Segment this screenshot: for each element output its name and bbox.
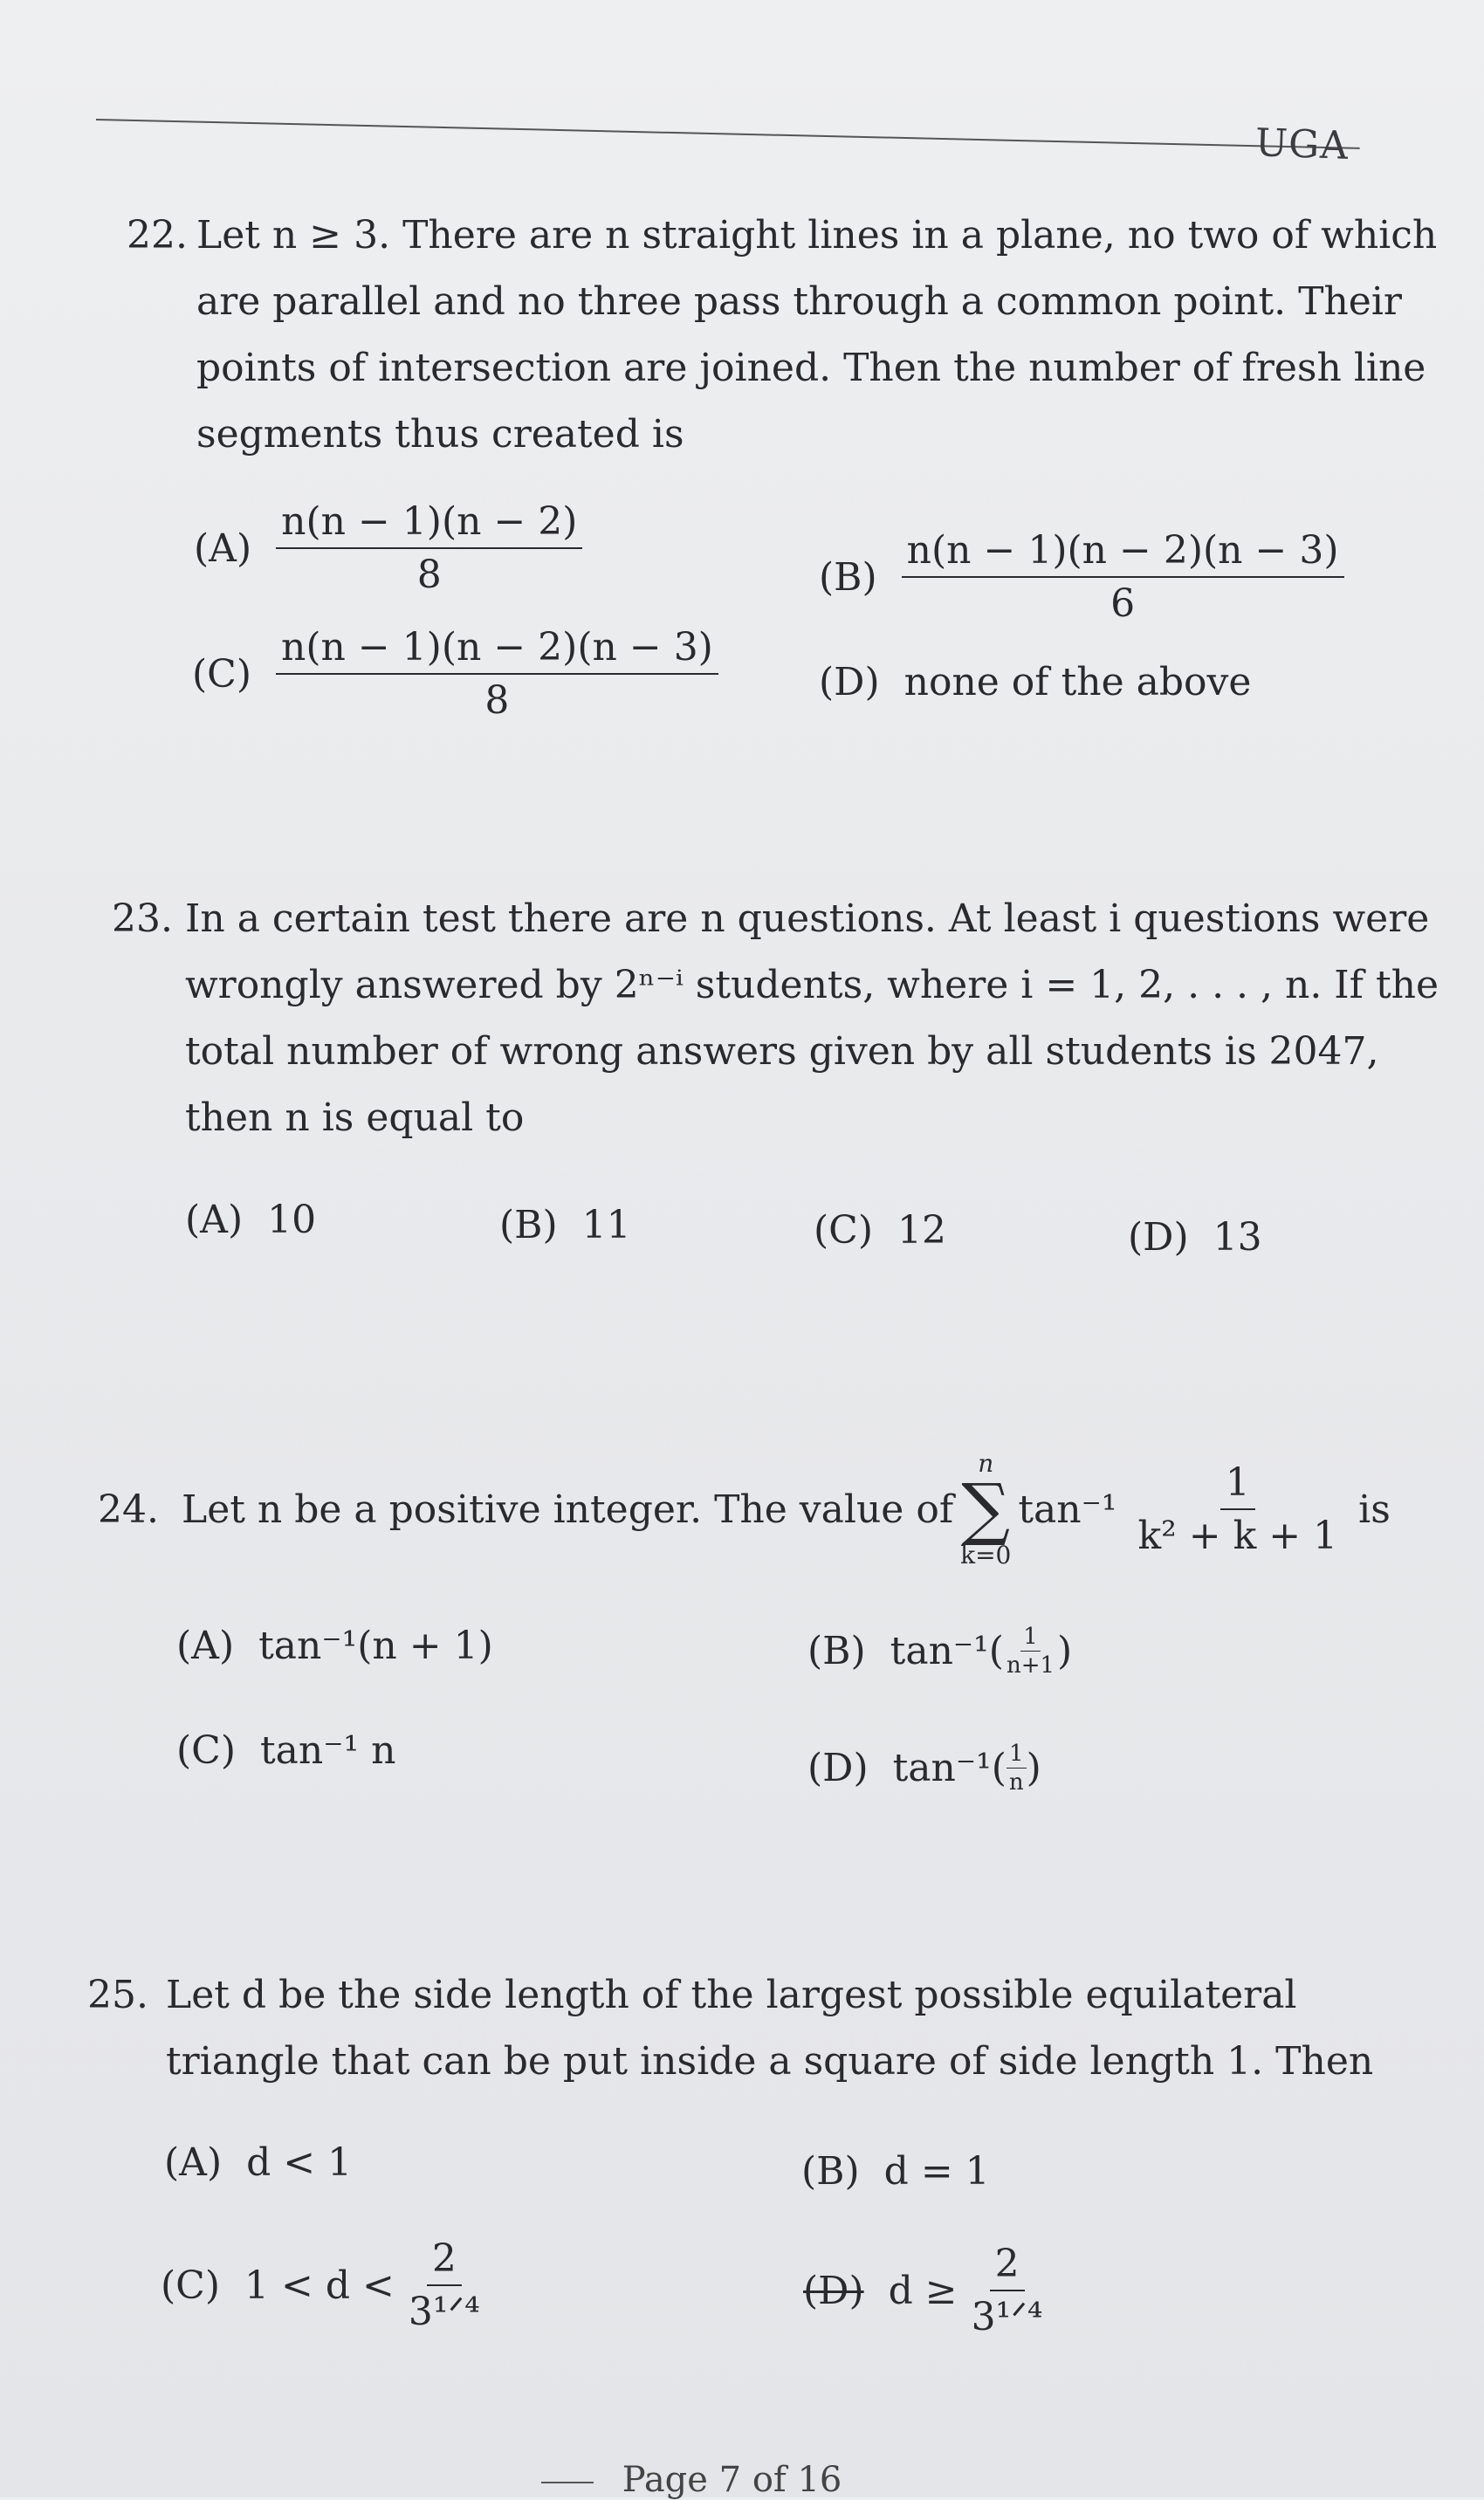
- denominator: 8: [416, 553, 442, 597]
- option-24-d[interactable]: [807, 1741, 1041, 1796]
- text-line: triangle that can be put inside a square of side length 1. Then: [166, 2039, 1374, 2084]
- header-rule: [96, 119, 1360, 149]
- text-line: Let n ≥ 3. There are n straight lines in a plane, no two of which: [196, 213, 1438, 258]
- denominator: n+1: [1006, 1652, 1055, 1679]
- numerator: n(n − 1)(n − 2)(n − 3): [902, 528, 1344, 578]
- option-22-d[interactable]: [819, 660, 1251, 704]
- fraction: [902, 528, 1344, 626]
- fraction: [966, 2242, 1048, 2339]
- option-label: (A): [185, 1198, 244, 1242]
- denominator: 3¹ᐟ⁴: [971, 2295, 1043, 2339]
- option-text: 12: [897, 1208, 946, 1253]
- denominator: 6: [1110, 581, 1136, 626]
- question-number: 22.: [127, 213, 188, 258]
- text-line: In a certain test there are n questions. At least i questions were: [185, 896, 1430, 941]
- summation: [960, 1449, 1011, 1569]
- close-paren: ): [1057, 1629, 1073, 1673]
- option-22-c[interactable]: [192, 625, 718, 723]
- option-text: none of the above: [903, 660, 1252, 704]
- option-22-b[interactable]: [819, 528, 1344, 626]
- fraction: [1004, 1624, 1057, 1679]
- sum-upper: n: [978, 1449, 994, 1478]
- question-number: 25.: [87, 1973, 148, 2017]
- option-label: (D): [1128, 1215, 1189, 1260]
- denominator: n: [1008, 1769, 1024, 1796]
- numerator: n(n − 1)(n − 2): [276, 499, 582, 549]
- text-line: segments thus created is: [196, 412, 684, 457]
- question-number: 23.: [112, 896, 173, 941]
- option-label: (B): [499, 1203, 558, 1247]
- option-label: (A): [194, 525, 252, 571]
- question-24: [98, 1449, 1391, 1569]
- option-25-b[interactable]: [801, 2149, 990, 2194]
- option-23-c[interactable]: [814, 1208, 946, 1253]
- option-text: 11: [581, 1203, 631, 1247]
- function-name: tan⁻¹: [1018, 1487, 1117, 1532]
- question-text: [196, 203, 1437, 468]
- fraction: [1132, 1460, 1343, 1558]
- option-text: tan⁻¹(n + 1): [258, 1624, 493, 1668]
- option-text: d < 1: [246, 2140, 353, 2185]
- option-text: 10: [267, 1198, 317, 1242]
- numerator: 1: [1007, 1741, 1027, 1769]
- exam-code: UGA: [1254, 120, 1350, 168]
- numerator: 1: [1220, 1460, 1255, 1510]
- option-label: (B): [801, 2149, 860, 2194]
- option-23-b[interactable]: [499, 1203, 631, 1247]
- option-label: (A): [176, 1624, 235, 1668]
- option-24-b[interactable]: [807, 1624, 1072, 1679]
- denominator: 3¹ᐟ⁴: [408, 2290, 480, 2334]
- option-text: 13: [1213, 1215, 1262, 1260]
- function-name: tan⁻¹(: [892, 1746, 1007, 1790]
- option-label: (B): [819, 554, 877, 600]
- option-24-a[interactable]: [176, 1624, 493, 1668]
- text-line: points of intersection are joined. Then the number of fresh line: [196, 346, 1426, 390]
- fraction: [1007, 1741, 1027, 1796]
- fraction: [276, 499, 582, 597]
- text-line: total number of wrong answers given by all students is 2047,: [185, 1029, 1379, 1074]
- option-25-a[interactable]: [164, 2140, 352, 2185]
- option-label: (D): [819, 660, 880, 704]
- option-label: (B): [807, 1629, 866, 1673]
- option-label: (D): [807, 1746, 869, 1790]
- denominator: k² + k + 1: [1137, 1514, 1338, 1558]
- question-text-end: is: [1358, 1487, 1391, 1532]
- option-label: (D): [803, 2268, 864, 2313]
- option-text: 1 < d <: [244, 2263, 395, 2308]
- numerator: 2: [427, 2236, 462, 2286]
- question-text: [166, 1962, 1373, 2095]
- option-text: d ≥: [888, 2268, 958, 2313]
- option-25-d[interactable]: [803, 2242, 1048, 2339]
- page-number: Page 7 of 16: [622, 2460, 842, 2500]
- question-text: [185, 886, 1439, 1151]
- option-label: (C): [192, 651, 251, 697]
- denominator: 8: [484, 678, 510, 723]
- numerator: n(n − 1)(n − 2)(n − 3): [276, 625, 718, 675]
- page-footer: [541, 2460, 842, 2500]
- question-number: 24.: [98, 1487, 159, 1532]
- footer-dash: [541, 2482, 594, 2483]
- text-line: then n is equal to: [185, 1095, 525, 1140]
- option-label: (C): [814, 1208, 873, 1253]
- function-name: tan⁻¹(: [890, 1629, 1004, 1673]
- option-label: (A): [164, 2140, 223, 2185]
- fraction: [276, 625, 718, 723]
- option-label: (C): [176, 1728, 236, 1773]
- option-25-c[interactable]: [161, 2236, 485, 2334]
- option-text: d = 1: [883, 2149, 990, 2194]
- option-24-c[interactable]: [176, 1728, 395, 1773]
- option-text: tan⁻¹ n: [260, 1728, 396, 1773]
- sigma-icon: ∑: [961, 1470, 1011, 1549]
- text-line: wrongly answered by 2ⁿ⁻ⁱ students, where i = 1, 2, . . . , n. If the: [185, 963, 1439, 1007]
- option-22-a[interactable]: [194, 499, 582, 597]
- fraction: [403, 2236, 485, 2334]
- close-paren: ): [1026, 1746, 1041, 1790]
- text-line: Let d be the side length of the largest possible equilateral: [166, 1973, 1297, 2017]
- option-23-a[interactable]: [185, 1198, 316, 1242]
- numerator: 1: [1020, 1624, 1041, 1652]
- sum-lower: k=0: [960, 1541, 1012, 1569]
- text-line: are parallel and no three pass through a common point. Their: [196, 279, 1402, 324]
- option-23-d[interactable]: [1128, 1215, 1262, 1260]
- numerator: 2: [990, 2242, 1025, 2291]
- question-text: Let n be a positive integer. The value of: [181, 1487, 954, 1532]
- option-label: (C): [161, 2263, 220, 2308]
